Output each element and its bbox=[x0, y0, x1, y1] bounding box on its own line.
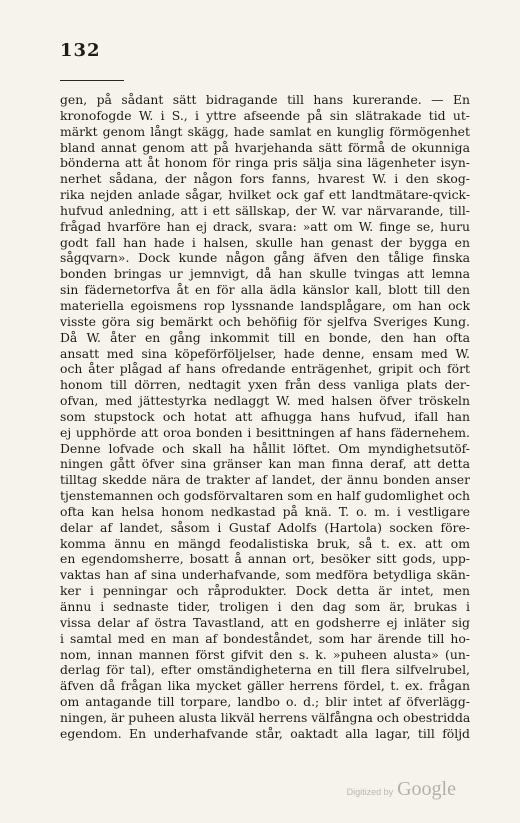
text-line: ofta kan helsa honom nedkastad på knä. T. o. m. i vestligare bbox=[60, 503, 470, 519]
text-line: märkt genom långt skägg, hade samlat en kunglig förmögenhet bbox=[60, 123, 470, 139]
text-line: sågqvarn». Dock kunde någon gång äfven den tålige finska bbox=[60, 250, 470, 266]
text-line: honom till dörren, nedtagit yxen från dess vanliga plats der- bbox=[60, 377, 470, 393]
text-line: en egendomsherre, bosatt å annan ort, besöker sitt gods, upp- bbox=[60, 551, 470, 567]
text-line: godt fall han hade i halsen, skulle han genast der bygga en bbox=[60, 234, 470, 250]
text-line: vissa delar af östra Tavastland, att en godsherre ej inläter sig bbox=[60, 614, 470, 630]
text-line: i samtal med en man af bondeståndet, som har ärende till ho- bbox=[60, 630, 470, 646]
text-line: ansatt med sina köpeförföljelser, hade denne, ensam med W. bbox=[60, 345, 470, 361]
text-line: tjenstemannen och godsförvaltaren som en half gudomlighet och bbox=[60, 488, 470, 504]
text-line: hufvud anledning, att i ett sällskap, der W. var närvarande, till- bbox=[60, 202, 470, 218]
text-line: egendom. En underhafvande står, oaktadt alla lagar, till följd bbox=[60, 725, 470, 741]
digitized-watermark bbox=[347, 778, 456, 801]
text-line: rika nejden anlade sågar, hvilket ock gaf ett landtmätare-qvick- bbox=[60, 187, 470, 203]
text-line: äfven då frågan lika mycket gäller herrens fördel, t. ex. frågan bbox=[60, 678, 470, 694]
watermark-prefix: Digitized by bbox=[346, 787, 394, 797]
text-line: bonden bringas ur jemnvigt, då han skulle tvingas att lemna bbox=[60, 266, 470, 282]
text-line: ningen gått öfver sina gränser kan man finna deraf, att detta bbox=[60, 456, 470, 472]
text-line: bland annat genom att på hvarjehanda sätt förmå de okunniga bbox=[60, 139, 470, 155]
text-line: och åter plågad af hans ofredande enträgenhet, gripit och fört bbox=[60, 361, 470, 377]
text-line: ker i penningar och råprodukter. Dock detta är intet, men bbox=[60, 583, 470, 599]
header-rule bbox=[60, 80, 124, 81]
google-logo: Google bbox=[397, 778, 456, 800]
text-line: nerhet sådana, der någon fors fanns, hvarest W. i den skog- bbox=[60, 171, 470, 187]
text-line: visste göra sig bemärkt och behöfiig för sjelfva Sveriges Kung. bbox=[60, 313, 470, 329]
page-number: 132 bbox=[60, 40, 101, 61]
text-line: gen, på sådant sätt bidragande till hans kurerande. — En bbox=[60, 92, 470, 107]
text-line: ännu i sednaste tider, troligen i den dag som är, brukas i bbox=[60, 599, 470, 614]
text-line: ofvan, med jättestyrka nedlaggt W. med halsen öfver tröskeln bbox=[60, 393, 470, 409]
body-text bbox=[60, 92, 470, 742]
text-line: om antagande till torpare, landbo o. d.; blir intet af öfverlägg- bbox=[60, 694, 470, 710]
text-line: bönderna att åt honom för ringa pris sälja sina lägenheter isyn- bbox=[60, 155, 470, 171]
text-line: derlag för tal), efter omständigheterna en till flera silfvelrubel, bbox=[60, 662, 470, 678]
text-line: sin fädernetorfva åt en för alla ädla känslor kall, blott till den bbox=[60, 282, 470, 298]
text-line: ej upphörde att oroa bonden i besittningen af hans fädernehem. bbox=[60, 424, 470, 440]
text-line: nom, innan mannen först gifvit den s. k. »puheen alusta» (un- bbox=[60, 646, 470, 662]
text-line: komma ännu en mängd feodalistiska bruk, så t. ex. att om bbox=[60, 535, 470, 551]
text-line: som stupstock och hotat att afhugga hans hufvud, ifall han bbox=[60, 408, 470, 424]
text-line: ningen, är puheen alusta likväl herrens välfångna och obestridda bbox=[60, 709, 470, 725]
text-line: delar af landet, såsom i Gustaf Adolfs (Hartola) socken före- bbox=[60, 519, 470, 535]
text-line: Denne lofvade och skall ha hållit löftet. Om myndighetsutöf- bbox=[60, 440, 470, 456]
text-line: tilltag skedde nära de trakter af landet, der ännu bonden anser bbox=[60, 472, 470, 488]
text-line: Då W. åter en gång inkommit till en bonde, den han ofta bbox=[60, 329, 470, 345]
text-line: vaktas han af sina underhafvande, som medföra betydliga skän- bbox=[60, 567, 470, 583]
text-line: kronofogde W. i S., i yttre afseende på sin slätrakade tid ut- bbox=[60, 107, 470, 123]
text-line: frågad hvarföre han ej drack, svara: »att om W. finge se, huru bbox=[60, 218, 470, 234]
text-line: materiella egoismens rop lyssnande landsplågare, om han ock bbox=[60, 297, 470, 313]
